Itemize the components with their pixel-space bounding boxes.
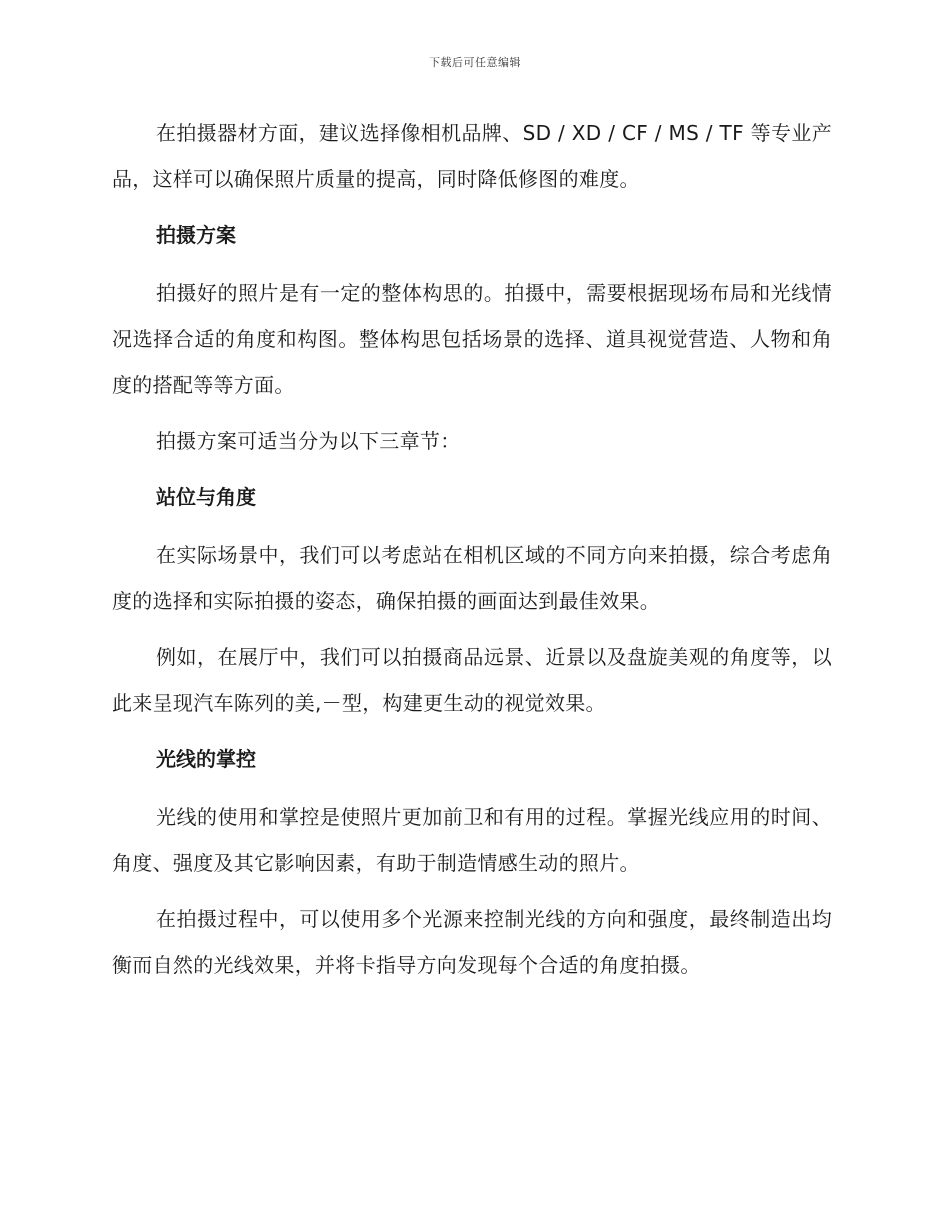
paragraph-example-showroom: 例如，在展厅中，我们可以拍摄商品远景、近景以及盘旋美观的角度等，以此来呈现汽车陈列的美,－型，构建更生动的视觉效果。 — [112, 645, 832, 715]
paragraph-position: 在实际场景中，我们可以考虑站在相机区域的不同方向来拍摄，综合考虑角度的选择和实际拍摄的姿态，确保拍摄的画面达到最佳效果。 — [112, 543, 832, 613]
paragraph-overall-concept: 拍摄好的照片是有一定的整体构思的。拍摄中，需要根据现场布局和光线情况选择合适的角度和构图。整体构思包括场景的选择、道具视觉营造、人物和角度的搭配等等方面。 — [112, 281, 832, 397]
heading-light-control: 光线的掌控 — [156, 747, 256, 771]
document-body — [112, 110, 832, 998]
paragraph-equipment: 在拍摄器材方面，建议选择像相机品牌、SD / XD / CF / MS / TF 等专业产品，这样可以确保照片质量的提高，同时降低修图的难度。 — [112, 121, 832, 191]
paragraph-plan-chapters: 拍摄方案可适当分为以下三章节： — [156, 429, 461, 453]
heading-shooting-plan: 拍摄方案 — [156, 223, 236, 247]
heading-position-angle: 站位与角度 — [156, 485, 256, 509]
paragraph-light-sources: 在拍摄过程中，可以使用多个光源来控制光线的方向和强度，最终制造出均衡而自然的光线效果，并将卡指导方向发现每个合适的角度拍摄。 — [112, 907, 832, 977]
paragraph-light-usage: 光线的使用和掌控是使照片更加前卫和有用的过程。掌握光线应用的时间、角度、强度及其它影响因素，有助于制造情感生动的照片。 — [112, 805, 832, 875]
page-header: 下载后可任意编辑 — [429, 56, 521, 69]
